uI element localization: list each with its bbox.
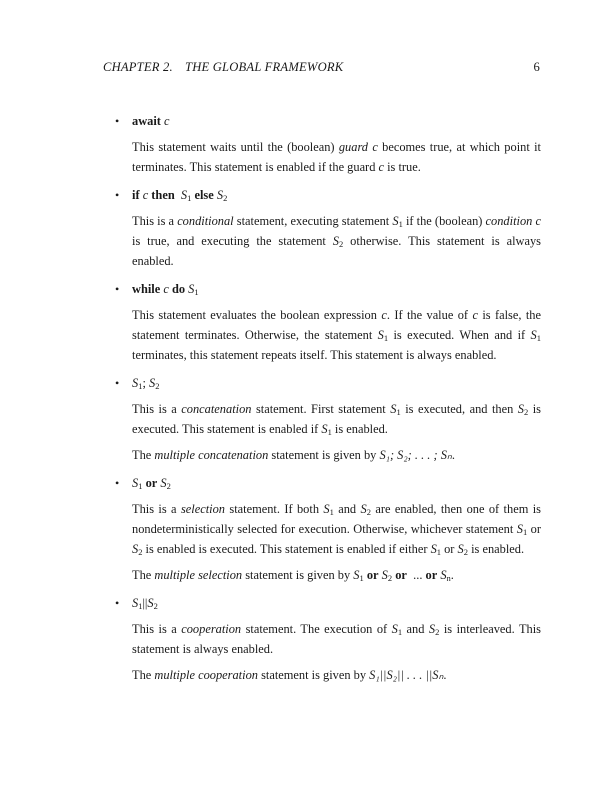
list-item-concatenation xyxy=(115,373,541,465)
item-heading xyxy=(115,185,541,205)
keyword: or xyxy=(145,476,158,490)
item-heading xyxy=(115,279,541,299)
math-var: c xyxy=(163,282,169,296)
item-description: This is a selection statement. If both $S_1$ and $S_2$ are enabled, then one of them is nondeterministically selected for execution. Otherwise, whichever statement $S_1$ or $S_2$ is enabled is executed. This statement is enabled if either $S_1$ or $S_2$ is enabled. xyxy=(132,502,541,557)
bullet-icon: • xyxy=(115,376,120,390)
item-description: This is a cooperation statement. The execution of $S_1$ and $S_2$ is interleaved. This statement is always enabled. xyxy=(132,622,542,656)
list-item-while xyxy=(115,279,541,365)
item-description: This is a conditional statement, executing statement $S_1$ if the (boolean) condition c is true, and executing the statement $S_2$ otherwise. This statement is always enabled. xyxy=(132,214,541,268)
chapter-title: THE GLOBAL FRAMEWORK xyxy=(185,60,344,74)
math-var: $S_1$ xyxy=(132,476,143,491)
keyword: if xyxy=(132,188,140,202)
keyword: while xyxy=(132,282,161,296)
math-var: $S_2$ xyxy=(149,376,160,391)
list-item-await xyxy=(115,111,541,177)
keyword: await xyxy=(132,114,161,128)
item-heading xyxy=(115,111,541,131)
statement-list xyxy=(115,111,541,693)
formula: S₁||S₂|| . . . ||Sₙ xyxy=(369,668,444,682)
math-var: $S_1$ xyxy=(132,376,143,391)
math-var: c xyxy=(142,188,149,202)
item-heading xyxy=(115,373,541,393)
math-var: $S_1$ xyxy=(188,282,199,297)
math-var: $S_2$ xyxy=(216,188,228,203)
math-var: $S_1$ xyxy=(132,596,143,611)
separator: ; xyxy=(142,376,149,390)
math-var: $S_2$ xyxy=(160,476,171,491)
keyword: then xyxy=(151,188,175,202)
item-note: The multiple concatenation statement is given by S₁; S₂; . . . ; Sₙ. xyxy=(132,448,455,462)
list-item-cooperation xyxy=(115,593,541,685)
item-note: The multiple cooperation statement is given by S₁||S₂|| . . . ||Sₙ. xyxy=(132,668,447,682)
chapter-label: CHAPTER 2. xyxy=(103,60,173,74)
math-var: $S_1$ xyxy=(180,188,192,203)
item-heading xyxy=(115,473,541,493)
item-description: This is a concatenation statement. First statement $S_1$ is executed, and then $S_2$ is executed. This statement is enabled if $S_1$ is enabled. xyxy=(132,402,541,437)
keyword: else xyxy=(194,188,214,202)
item-description: This statement waits until the (boolean) guard c becomes true, at which point it terminates. This statement is enabled if the guard c is true. xyxy=(132,140,541,174)
list-item-selection xyxy=(115,473,541,585)
separator: || xyxy=(142,596,148,610)
bullet-icon: • xyxy=(115,282,120,296)
bullet-icon: • xyxy=(115,188,120,202)
bullet-icon: • xyxy=(115,476,120,490)
formula: S₁; S₂; . . . ; Sₙ xyxy=(379,448,452,462)
bullet-icon: • xyxy=(115,596,120,610)
list-item-if-then-else xyxy=(115,185,541,271)
bullet-icon: • xyxy=(115,114,120,128)
math-var: $S_2$ xyxy=(147,596,158,611)
item-note: The multiple selection statement is given by $S_1$ or $S_2$ or ... or $S_n$. xyxy=(132,568,454,583)
keyword: do xyxy=(171,282,186,296)
page-number: 6 xyxy=(533,60,540,74)
item-heading xyxy=(115,593,541,613)
item-description: This statement evaluates the boolean expression c. If the value of c is false, the statement terminates. Otherwise, the statement $S_1$ is executed. When and if $S_1$ terminates, this statement repeats itself. This statement is always enabled. xyxy=(132,308,542,362)
math-var: c xyxy=(164,114,170,128)
